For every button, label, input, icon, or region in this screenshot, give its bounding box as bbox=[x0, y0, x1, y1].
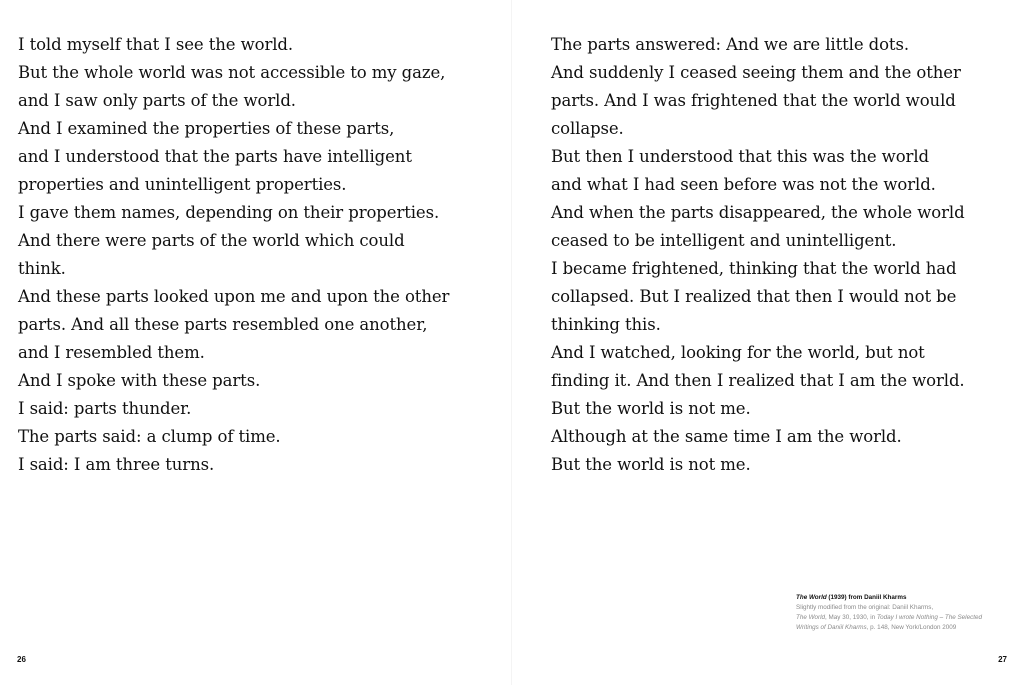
page-number-left: 26 bbox=[17, 655, 26, 664]
caption-line-2-book: Today I wrote Nothing – The Selected bbox=[876, 614, 982, 621]
poem-line: But then I understood that this was the world bbox=[551, 147, 929, 166]
poem-line: thinking this. bbox=[551, 315, 661, 334]
poem-text-right bbox=[551, 31, 965, 479]
caption-title bbox=[796, 593, 982, 603]
caption-title-rest: (1939) from Daniil Kharms bbox=[826, 594, 907, 601]
caption-line-3-italic: Writings of Daniil Kharms bbox=[796, 624, 867, 631]
poem-line: I said: I am three turns. bbox=[18, 455, 215, 474]
caption-line-3-text: , p. 148, New York/London 2009 bbox=[866, 624, 957, 631]
poem-text-left bbox=[18, 31, 449, 479]
poem-line: But the world is not me. bbox=[551, 399, 751, 418]
poem-line: parts. And I was frightened that the world would bbox=[551, 91, 956, 110]
poem-line: I told myself that I see the world. bbox=[18, 35, 294, 54]
poem-line: The parts said: a clump of time. bbox=[18, 427, 281, 446]
caption-line-3 bbox=[796, 623, 982, 633]
poem-line: ceased to be intelligent and unintelligent. bbox=[551, 231, 897, 250]
poem-line: think. bbox=[18, 259, 66, 278]
poem-line: finding it. And then I realized that I am the world. bbox=[551, 371, 965, 390]
poem-line: I became frightened, thinking that the world had bbox=[551, 259, 957, 278]
poem-line: And I spoke with these parts. bbox=[18, 371, 261, 390]
caption-line-2-italic: The World bbox=[796, 614, 826, 621]
caption-line-1: Slightly modified from the original: Daniil Kharms, bbox=[796, 604, 934, 611]
poem-line: And there were parts of the world which could bbox=[18, 231, 405, 250]
poem-line: The parts answered: And we are little dots. bbox=[551, 35, 909, 54]
caption-line-2-text: , May 30, 1930, in bbox=[825, 614, 877, 621]
poem-line: and I saw only parts of the world. bbox=[18, 91, 296, 110]
caption-line-2 bbox=[796, 613, 982, 623]
poem-line: And suddenly I ceased seeing them and the other bbox=[551, 63, 961, 82]
poem-line: properties and unintelligent properties. bbox=[18, 175, 347, 194]
poem-line: And when the parts disappeared, the whole world bbox=[551, 203, 965, 222]
poem-line: But the whole world was not accessible to my gaze, bbox=[18, 63, 446, 82]
poem-line: And I watched, looking for the world, but not bbox=[551, 343, 925, 362]
poem-line: collapse. bbox=[551, 119, 624, 138]
poem-line: and what I had seen before was not the world. bbox=[551, 175, 936, 194]
source-caption bbox=[796, 593, 982, 633]
poem-line: I said: parts thunder. bbox=[18, 399, 192, 418]
poem-line: and I resembled them. bbox=[18, 343, 205, 362]
poem-line: collapsed. But I realized that then I would not be bbox=[551, 287, 957, 306]
poem-line: And these parts looked upon me and upon the other bbox=[18, 287, 450, 306]
poem-line: But the world is not me. bbox=[551, 455, 751, 474]
poem-line: and I understood that the parts have intelligent bbox=[18, 147, 412, 166]
poem-line: parts. And all these parts resembled one another, bbox=[18, 315, 428, 334]
page-number-right: 27 bbox=[998, 655, 1007, 664]
poem-line: And I examined the properties of these parts, bbox=[18, 119, 395, 138]
right-page bbox=[512, 0, 1024, 685]
poem-line: I gave them names, depending on their properties. bbox=[18, 203, 440, 222]
poem-line: Although at the same time I am the world. bbox=[551, 427, 902, 446]
caption-work-title: The World bbox=[796, 594, 827, 601]
